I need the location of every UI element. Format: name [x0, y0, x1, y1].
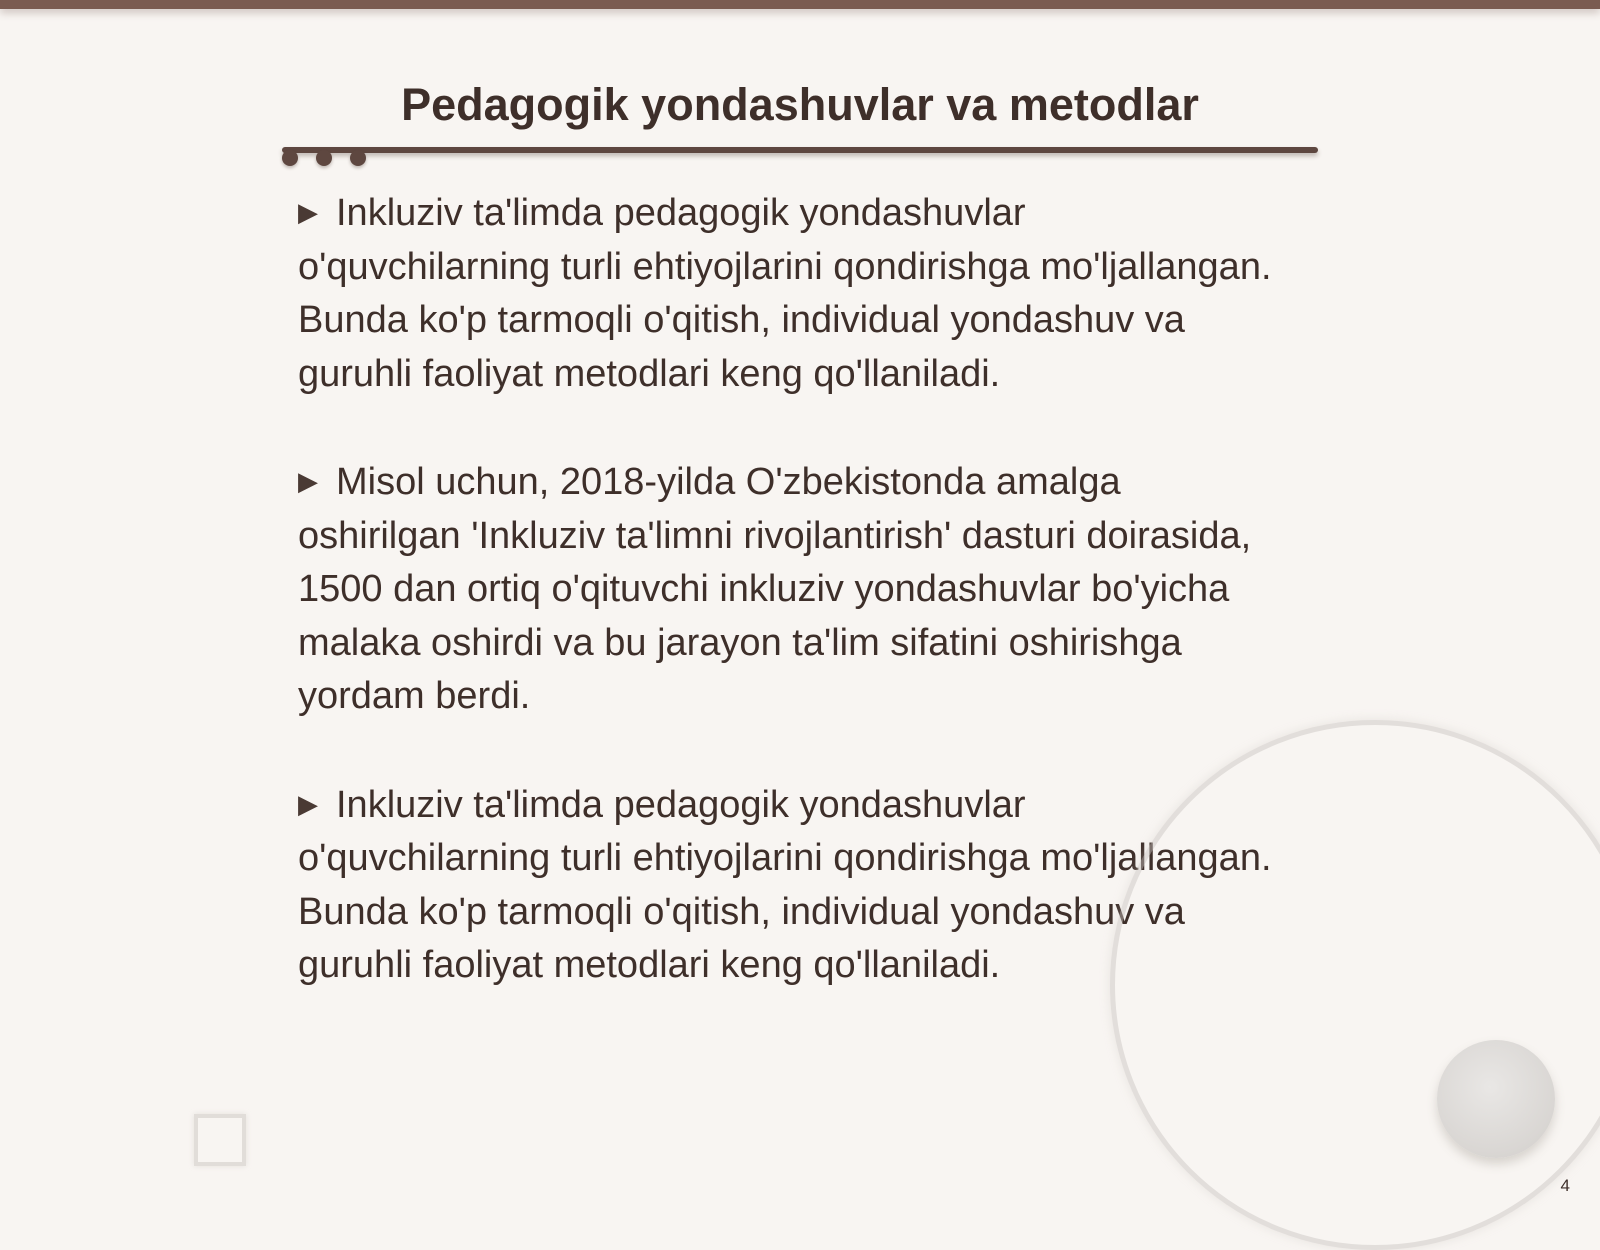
- bullet-paragraph: [298, 186, 1288, 401]
- slide-title: Pedagogik yondashuvlar va metodlar: [401, 79, 1199, 130]
- paragraph-text: Misol uchun, 2018-yilda O'zbekistonda amalga oshirilgan 'Inkluziv ta'limni rivojlantirish' dasturi doirasida, 1500 dan ortiq o'qituvchi inkluziv yondashuvlar bo'yicha malaka oshirdi va bu jarayon ta'lim sifatini oshirishga yordam berdi.: [298, 461, 1252, 717]
- paragraph-text: Inkluziv ta'limda pedagogik yondashuvlar o'quvchilarning turli ehtiyojlarini qondirishga mo'ljallangan. Bunda ko'p tarmoqli o'qitish, individual yondashuv va guruhli faoliyat metodlari keng qo'llaniladi.: [298, 192, 1272, 395]
- decorative-dot: [316, 150, 332, 166]
- decorative-square: [194, 1114, 246, 1166]
- bullet-paragraph: [298, 455, 1288, 724]
- top-accent-bar: [0, 0, 1600, 9]
- decorative-disc: [1437, 1040, 1555, 1158]
- decorative-dot: [282, 150, 298, 166]
- bullet-arrow-icon: ▶: [298, 788, 318, 819]
- decorative-dot: [350, 150, 366, 166]
- bullet-arrow-icon: ▶: [298, 466, 318, 496]
- page-number: 4: [1560, 1176, 1570, 1195]
- paragraph-text: Inkluziv ta'limda pedagogik yondashuvlar o'quvchilarning turli ehtiyojlarini qondirishga mo'ljallangan. Bunda ko'p tarmoqli o'qitish, individual yondashuv va guruhli faoliyat metodlari keng qo'llaniladi.: [298, 783, 1272, 986]
- title-underline: [282, 147, 1318, 153]
- bullet-arrow-icon: ▶: [298, 197, 318, 227]
